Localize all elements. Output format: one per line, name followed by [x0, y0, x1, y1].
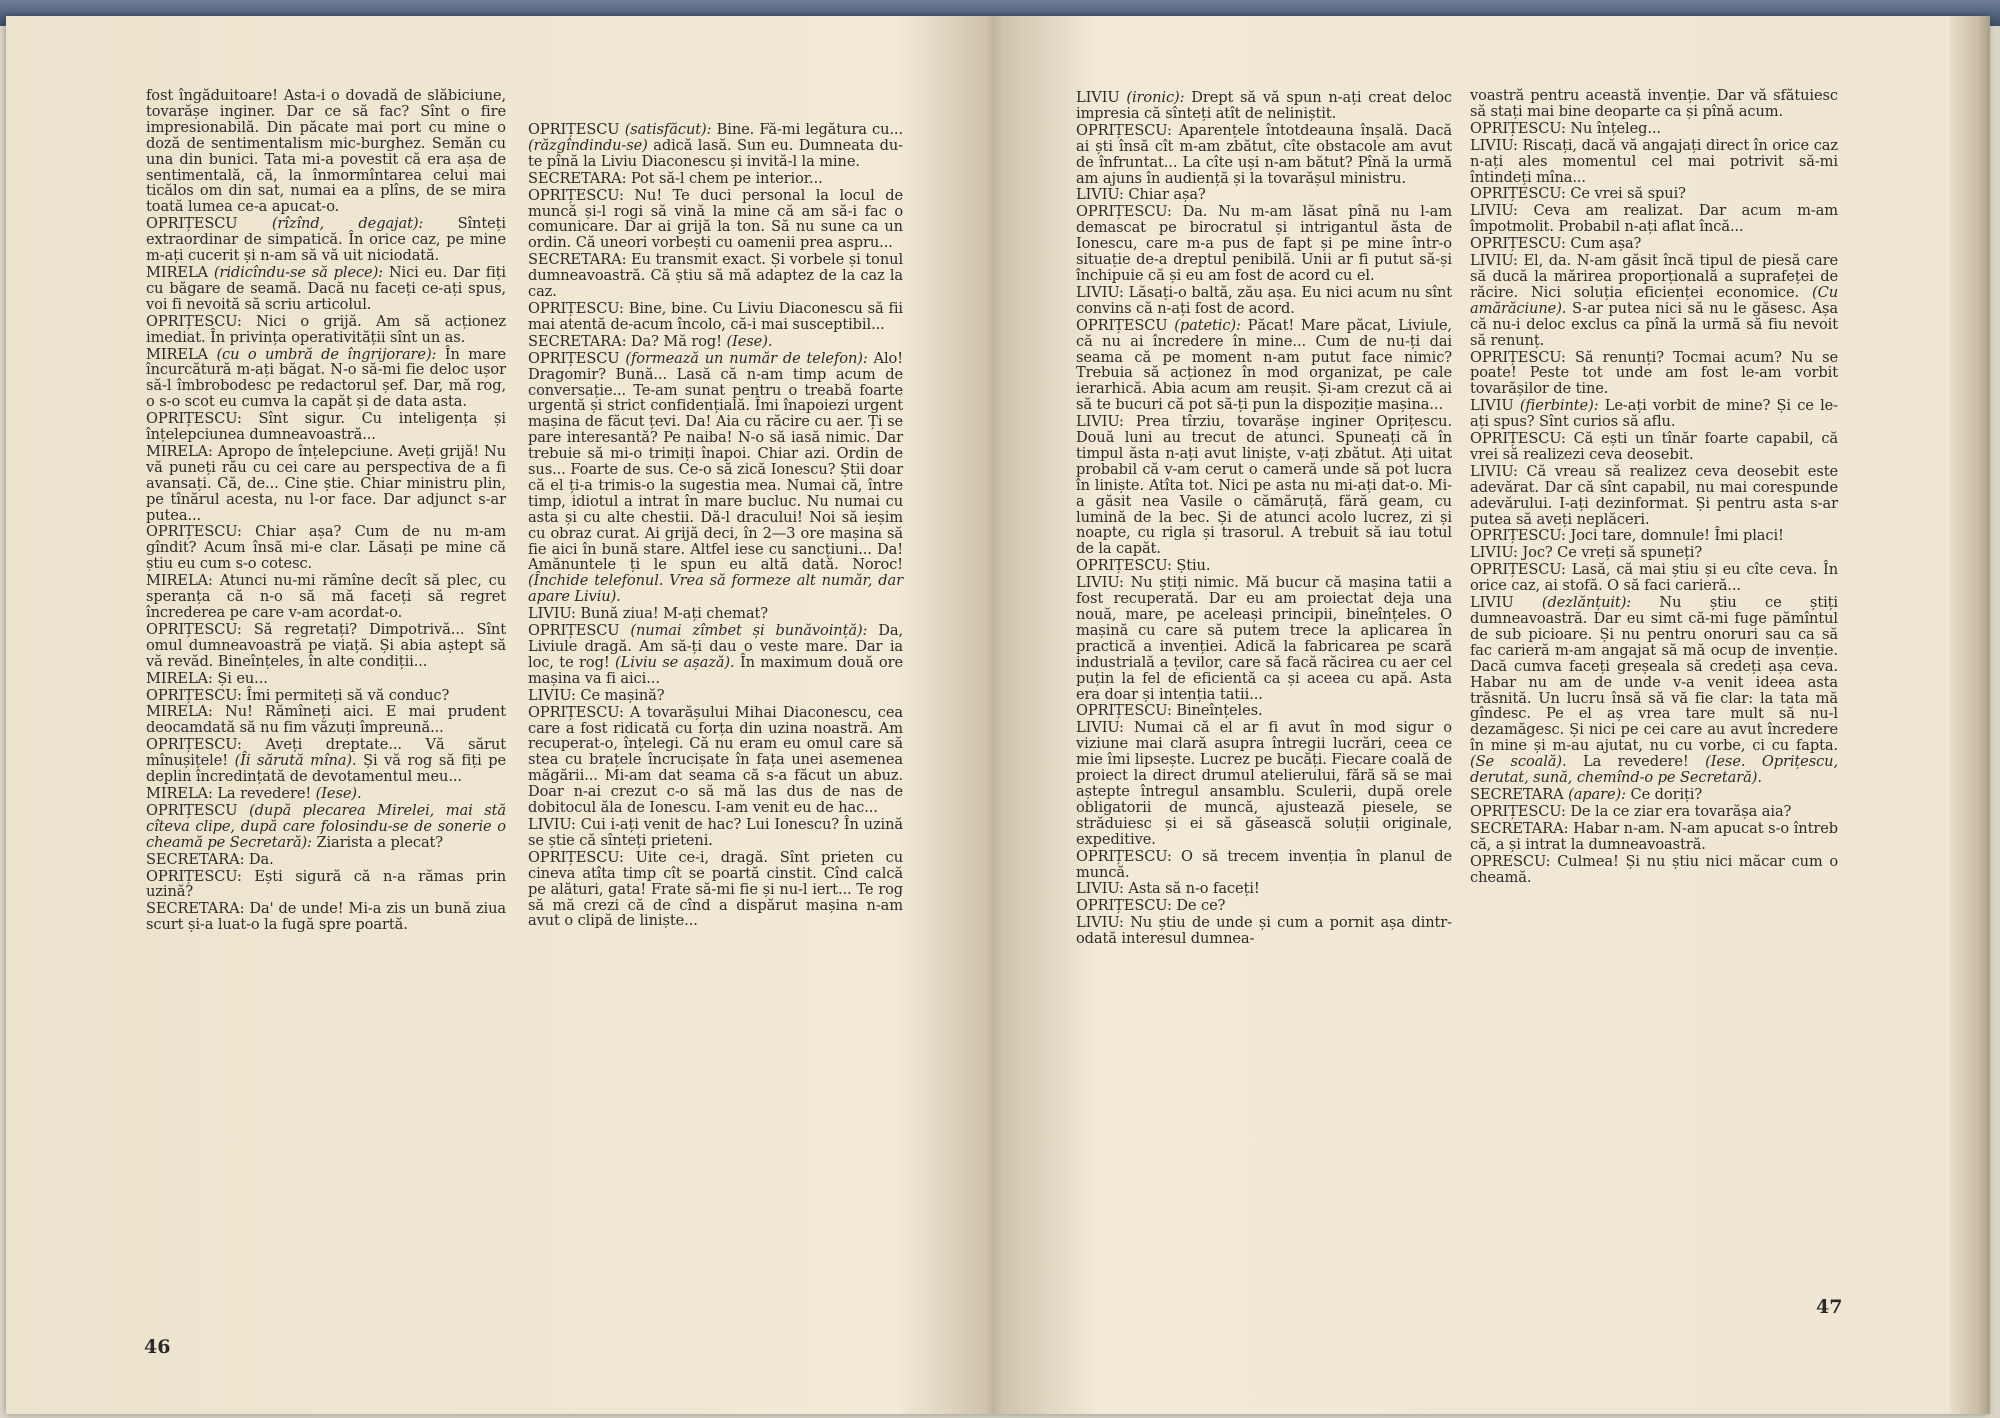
stage-direction: (Liviu se așază).	[615, 653, 735, 671]
stage-direction: (Se scoală).	[1470, 753, 1567, 771]
dialogue-text: Păcat! Mare păcat, Liviule, că nu ai încredere în mine... Cum de nu-ți dai seama că pe moment n-am putut face nimic? Trebuia să acționez în mod organizat, pe cale ierarhică. Abia acum am reușit. Și-am crezut că ai să te bucuri că pot să-ți pun la dispoziție mașina...	[1076, 316, 1452, 414]
dialogue-text: Da? Mă rog!	[630, 332, 722, 350]
dialogue-line	[146, 88, 506, 215]
dialogue-text: Chiar așa? Cum de nu m-am gîndit? Acum însă mi-e clar. Lăsați pe mine că știu eu cum s-o cotesc.	[146, 523, 506, 573]
speaker-name: SECRETARA	[528, 251, 622, 269]
dialogue-text: Cum așa?	[1570, 235, 1642, 253]
dialogue-line: MIRELA: La revedere! (Iese).	[146, 784, 362, 802]
dialogue-line: LIVIU: Joc? Ce vreți să spuneți?	[1470, 544, 1703, 562]
dialogue-line: OPRIȚESCU: Uite ce-i, dragă. Sînt prieten cu cineva atîta timp cît se poartă cinstit. Cînd calcă pe alături, gata! Frate să-mi fie și nu-l iert... Te rog să mă crezi că de cînd a dispărut mașina n-am avut o clipă de liniște...	[528, 848, 904, 930]
dialogue-text: La revedere!	[217, 784, 312, 802]
dialogue-line: LIVIU: Lăsați-o baltă, zău așa. Eu nici acum nu sînt convins că n-ați fost de acord.	[1076, 283, 1453, 317]
dialogue-text: Ziarista a plecat?	[316, 833, 444, 851]
page-number-right: 47	[1816, 1296, 1843, 1318]
stage-direction: (apare):	[1568, 785, 1626, 803]
stage-direction: (dezlănțuit):	[1541, 594, 1632, 612]
page-edge-right	[1950, 16, 1990, 1414]
speaker-name: SECRETARA	[146, 900, 240, 918]
speaker-name: OPRIȚESCU	[1470, 527, 1561, 545]
speaker-name: OPRIȚESCU	[528, 186, 619, 204]
speaker-name: MIRELA	[146, 345, 208, 363]
speaker-name: LIVIU	[1470, 462, 1514, 480]
speaker-name: MIRELA	[146, 703, 208, 721]
dialogue-line: OPRIȚESCU: Ești sigură că n-a rămas prin uzină?	[146, 867, 507, 901]
speaker-name: OPRIȚESCU	[1076, 897, 1167, 915]
dialogue-text: Sînt sigur. Cu inteligența și înțelepciunea dumneavoastră...	[146, 410, 507, 444]
stage-direction: (numai zîmbet și bunăvoință):	[630, 622, 868, 640]
dialogue-text: Bine. Fă-mi legătura cu...	[716, 121, 903, 138]
dialogue-text: Numai că el ar fi avut în mod sigur o viziune mai clară asupra întregii lucrări, ceea ce mie îmi lipsește. Lucrez pe bucăți. Fiecare coală de proiect la direct drumul atelierului, fără să se mai aștepte întregul ansamblu. Sculerii, după orele obligatorii de muncă, ajustează piesele, se străduiesc și ei să găsească soluții originale, expeditive.	[1076, 719, 1452, 848]
page-number-left: 46	[144, 1336, 171, 1358]
dialogue-text: Lăsați-o baltă, zău așa. Eu nici acum nu sînt convins că n-ați fost de acord.	[1076, 283, 1453, 317]
speaker-name: OPRIȚESCU	[1076, 316, 1168, 334]
dialogue-line: LIVIU: Că vreau să realizez ceva deosebit este adevărat. Dar că sînt capabil, nu mai corespunde adevărului. I-ați dezinformat. Și pentru asta s-ar putea să aveți neplăceri.	[1470, 462, 1838, 528]
speaker-name: OPRIȚESCU	[528, 121, 620, 138]
speaker-name: OPRIȚESCU	[1470, 802, 1561, 820]
speaker-name: LIVIU	[528, 686, 572, 704]
dialogue-line	[528, 351, 903, 606]
dialogue-text: Da. Nu m-am lăsat pînă nu l-am demascat pe birocratul și intrigantul ăsta de Ionescu, care m-a pus de fapt și pe mine într-o situație de-a dreptul penibilă. Unii ar fi putut să-și închipuie că și eu am fost de acord cu el.	[1076, 203, 1452, 284]
speaker-name: OPRIȚESCU	[1470, 348, 1561, 366]
left-page-column-2	[528, 122, 903, 930]
dialogue-line: OPRIȚESCU: Joci tare, domnule! Îmi placi!	[1470, 527, 1784, 545]
dialogue-line: SECRETARA: Da.	[146, 850, 274, 868]
dialogue-text: Să regretați? Dimpotrivă... Sînt omul dumneavoastră pe viață. Și abia aștept să vă revăd. Bineînțeles, în alte condiții...	[146, 620, 506, 670]
dialogue-line: LIVIU: Ceva am realizat. Dar acum m-am împotmolit. Probabil n-ați aflat încă...	[1470, 202, 1838, 236]
dialogue-text: Habar n-am. N-am apucat s-o întreb că, a și intrat la dumneavoastră.	[1470, 819, 1839, 853]
dialogue-line: LIVIU: Prea tîrziu, tovarășe inginer Oprițescu. Două luni au trecut de atunci. Spuneați că în timpul ăsta n-ați avut liniște, v-ați zbătut. Ați uitat probabil că v-am cerut o cameră unde să pot lucra în liniște. Atîta tot. Nici pe asta nu mi-ați dat-o. Mi-a găsit nea Vasile o cămăruță, fără geam, cu lumină de la bec. Și de atunci acolo lucrez, zi și noapte, cu rigla și trasorul. A trebuit să iau totul de la capăt.	[1076, 413, 1452, 558]
dialogue-line: OPRIȚESCU: Îmi permiteți să vă conduc?	[146, 686, 450, 704]
speaker-name: OPRIȚESCU	[528, 349, 620, 367]
dialogue-text: fost îngăduitoare! Asta-i o dovadă de slăbiciune, tovarășe inginer. Dar ce să fac? Sînt o fire impresionabilă. Din păcate mai port cu mine o doză de sentimentalism mic-burghez. Semăn cu una din bunici. Tata mi-a povestit că era așa de sentimentală, că, la înmormîntarea celui mai ticălos om din sat, numai ea a plîns, de se mira toată lumea ce-a apucat-o.	[146, 87, 506, 216]
dialogue-line	[528, 122, 903, 170]
speaker-name: OPRESCU	[1470, 852, 1546, 870]
dialogue-line: MIRELA: Apropo de înțelepciune. Aveți grijă! Nu vă puneți rău cu cei care au perspectiva de a fi avansați. Că, de... Cine știe. Chiar ministru plin, pe tînărul acesta, nu l-or face. Dar adjunct s-ar putea...	[146, 442, 506, 524]
dialogue-text: Nici o grijă. Am să acționez imediat. În privința operativității sînt un as.	[146, 312, 506, 346]
dialogue-text: Că ești un tînăr foarte capabil, că vrei să realizezi ceva deosebit.	[1470, 430, 1838, 463]
dialogue-text: Asta să n-o faceți!	[1128, 880, 1260, 898]
dialogue-text: Știu.	[1176, 557, 1211, 575]
speaker-name: OPRIȚESCU	[146, 523, 237, 541]
dialogue-text: Îmi permiteți să vă conduc?	[246, 686, 450, 704]
dialogue-text: Nu! Te duci personal la locul de muncă și-l rogi să vină la mine că am să-i fac o comunicare. Dar ai grijă la ton. Să nu sune ca un ordin. Că uneori vorbești cu oamenii prea aspru...	[528, 186, 904, 252]
dialogue-text: Alo! Dragomir? Bună... Lasă că n-am timp acum de conversație... Te-am sunat pentru o treabă foarte urgentă și strict confidențială. Îmi înapoiezi urgent mașina de făcut țevi. Da! Aia cu răcire cu aer. Ți se pare interesantă? Pe naiba! N-o să iasă nimic. Dar trebuie să mi-o trimiți înapoi. Chiar azi. Ordin de sus... Foarte de sus. Ce-o să zică Ionescu? Știi doar că el ți-a trimis-o la sugestia mea. Numai că, între timp, idiotul a intrat în mare bucluc. Nu numai cu asta și cu alte chestii. Dă-l dracului! Noi să ieșim cu obraz curat. Ai grijă deci, în 2—3 ore mașina să fie aici în bună stare. Altfel iese cu sancțiuni... Da! Amănuntele ți le spun eu altă dată. Noroc!	[528, 349, 903, 574]
dialogue-line	[1470, 787, 1838, 803]
dialogue-text: Nu! Rămîneți aici. E mai prudent deocamdată să nu fim văzuți împreună...	[146, 703, 506, 737]
right-page-column-2	[1470, 88, 1838, 886]
speaker-name: SECRETARA	[1470, 785, 1564, 803]
dialogue-text: Bună ziua! M-ați chemat?	[580, 605, 769, 623]
speaker-name: OPRIȚESCU	[1076, 121, 1167, 139]
dialogue-line: OPRIȚESCU: A tovarășului Mihai Diaconescu, cea care a fost ridicată cu forța din uzina noastră. Am recuperat-o, înțelegi. Că nu eram eu omul care să stea cu brațele încrucișate în fața unei asemenea măgării... Mi-am dat seama că s-a făcut un abuz. Doar n-ai crezut c-o să mă las dus de nas de dobitocul ăla de Ionescu. I-am venit eu de hac...	[528, 703, 903, 817]
dialogue-line: OPRIȚESCU: Bineînțeles.	[1076, 702, 1263, 720]
dialogue-text: Prea tîrziu, tovarășe inginer Oprițescu. Două luni au trecut de atunci. Spuneați că în timpul ăsta n-ați avut liniște, v-ați zbătut. Ați uitat probabil că v-am cerut o cameră unde să pot lucra în liniște. Atîta tot. Nici pe asta nu mi-ați dat-o. Mi-a găsit nea Vasile o cămăruță, fără geam, cu lumină de la bec. Și de atunci acolo lucrez, zi și noapte, cu rigla și trasorul. A trebuit să iau totul de la capăt.	[1076, 413, 1452, 558]
stage-direction: (Închide telefonul. Vrea să formeze alt număr, dar apare Liviu).	[528, 572, 903, 606]
dialogue-line: OPRIȚESCU: Da. Nu m-am lăsat pînă nu l-am demascat pe birocratul și intrigantul ăsta de Ionescu, care m-a pus de fapt și pe mine într-o situație de-a dreptul penibilă. Unii ar fi putut să-și închipuie că și eu am fost de acord cu el.	[1076, 203, 1452, 284]
dialogue-line: MIRELA: Atunci nu-mi rămîne decît să plec, cu speranța că n-o să mă faceți să regret încrederea pe care v-am acordat-o.	[146, 572, 507, 621]
dialogue-text: Apropo de înțelepciune. Aveți grijă! Nu vă puneți rău cu cei care au perspectiva de a fi avansați. Că, de... Cine știe. Chiar ministru plin, pe tînărul acesta, nu l-or face. Dar adjunct s-ar putea...	[146, 442, 506, 524]
dialogue-line: OPRIȚESCU: Să regretați? Dimpotrivă... Sînt omul dumneavoastră pe viață. Și abia aștept să vă revăd. Bineînțeles, în alte condiții...	[146, 620, 506, 670]
speaker-name: LIVIU	[1470, 202, 1514, 220]
dialogue-text: Riscați, dacă vă angajați direct în orice caz n-ați ales momentul cel mai potrivit să-mi întindeți mîna...	[1470, 136, 1838, 186]
dialogue-line: OPRIȚESCU: Aveți dreptate... Vă sărut mînușițele! (Îi sărută mîna). Și vă rog să fiți pe deplin încredințată de devotamentul meu...	[146, 736, 506, 786]
dialogue-text: Eu transmit exact. Și vorbele și tonul dumneavoastră. Că știu să mă adaptez de la caz la caz.	[528, 251, 904, 301]
dialogue-text: Pot să-l chem pe interior...	[630, 169, 823, 187]
dialogue-text: Le-ați vorbit de mine? Și ce le-ați spus? Sînt curios să aflu.	[1470, 397, 1839, 431]
speaker-name: OPRIȚESCU	[146, 620, 237, 638]
speaker-name: MIRELA	[146, 263, 208, 281]
dialogue-text: În mare încurcătură m-ați băgat. N-o să-mi fie deloc ușor să-l îmbrobodesc pe redactorul șef. Dar, mă rog, o s-o scot eu cumva la capăt și de data asta.	[146, 345, 506, 411]
dialogue-line: SECRETARA: Eu transmit exact. Și vorbele și tonul dumneavoastră. Că știu să mă adaptez de la caz la caz.	[528, 251, 904, 301]
speaker-name: OPRIȚESCU	[528, 299, 619, 317]
speaker-name: LIVIU	[1470, 136, 1514, 154]
speaker-name: MIRELA	[146, 669, 208, 687]
speaker-name: LIVIU	[1076, 89, 1120, 106]
dialogue-text: Ceva am realizat. Dar acum m-am împotmolit. Probabil n-ați aflat încă...	[1470, 202, 1838, 236]
speaker-name: OPRIȚESCU	[1470, 235, 1561, 253]
dialogue-text: Nici eu. Dar fiți cu băgare de seamă. Dacă nu faceți ce-ați spus, voi fi nevoită să scriu articolul.	[146, 263, 506, 313]
dialogue-line	[146, 265, 506, 313]
dialogue-line: LIVIU: Riscați, dacă vă angajați direct în orice caz n-ați ales momentul cel mai potrivit să-mi întindeți mîna...	[1470, 136, 1838, 186]
dialogue-text: adică lasă. Sun eu. Dumneata du-te pînă la Liviu Diaconescu și invită-l la mine.	[528, 136, 903, 170]
dialogue-text: Joci tare, domnule! Îmi placi!	[1570, 527, 1784, 545]
dialogue-text: Da.	[248, 850, 274, 868]
speaker-name: OPRIȚESCU	[146, 312, 237, 330]
dialogue-line	[1470, 398, 1838, 430]
stage-direction: (Iese).	[315, 784, 362, 802]
dialogue-text: Nu știți nimic. Mă bucur că mașina tatii a fost recuperată. Dar eu am proiectat deja una nouă, mare, pe aceleași principii, bineînțeles. O mașină cu care să putem trece la aplicarea în practică a invenției. Adică la fabricarea pe scară industrială a țevilor, care să facă răcirea cu aer cel puțin la fel de eficientă ca și aceea cu apă. Asta era doar și intenția tatii...	[1076, 574, 1452, 703]
stage-direction: (după plecarea Mirelei, mai stă cîteva clipe, după care folosindu-se de sonerie o cheamă pe Secretară):	[146, 801, 506, 851]
stage-direction: (Iese. Oprițescu, derutat, sună, chemînd-o pe Secretară).	[1470, 753, 1839, 787]
dialogue-text: Drept să vă spun n-ați creat deloc impresia că sînteți atît de neliniștit.	[1076, 89, 1452, 122]
dialogue-text: Culmea! Și nu știu nici măcar cum o cheamă.	[1470, 852, 1839, 886]
dialogue-line: MIRELA: Nu! Rămîneți aici. E mai prudent deocamdată să nu fim văzuți împreună...	[146, 703, 506, 737]
speaker-name: OPRIȚESCU	[1076, 203, 1167, 221]
dialogue-text: Nu înțeleg...	[1570, 119, 1661, 137]
dialogue-text: Aveți dreptate... Vă sărut mînușițele!	[146, 736, 506, 770]
stage-direction: (răzgîndindu-se)	[528, 136, 648, 154]
dialogue-text: El, da. N-am găsit încă tipul de piesă care să ducă la mărirea proporțională a suprafeței de răcire. Nici soluția eficienței economice.	[1470, 252, 1838, 301]
dialogue-text: Și vă rog să fiți pe deplin încredințată de devotamentul meu...	[146, 752, 506, 786]
speaker-name: SECRETARA	[146, 850, 240, 868]
speaker-name: OPRIȚESCU	[146, 410, 237, 428]
dialogue-line: LIVIU: Nu știți nimic. Mă bucur că mașina tatii a fost recuperată. Dar eu am proiectat deja una nouă, mare, pe aceleași principii, bineînțeles. O mașină cu care să putem trece la aplicarea în practică a invenției. Adică la fabricarea pe scară industrială a țevilor, care să facă răcirea cu aer cel puțin la fel de eficientă ca și aceea cu apă. Asta era doar și intenția tatii...	[1076, 574, 1452, 703]
dialogue-text: Bine, bine. Cu Liviu Diaconescu să fii mai atentă de-acum încolo, că-i mai susceptibil...	[528, 299, 903, 333]
dialogue-text: Ce doriți?	[1630, 785, 1703, 803]
dialogue-line: OPRIȚESCU: Cum așa?	[1470, 235, 1642, 253]
dialogue-text: Sînteți extraordinar de simpatică. În orice caz, pe mine m-ați cucerit și n-am să vă uit niciodată.	[146, 215, 506, 265]
dialogue-text: Da' de unde! Mi-a zis un bună ziua scurt și-a luat-o la fugă spre poartă.	[146, 900, 507, 934]
dialogue-line: OPRIȚESCU: Chiar așa? Cum de nu m-am gîndit? Acum însă mi-e clar. Lăsați pe mine că știu eu cum s-o cotesc.	[146, 523, 506, 573]
speaker-name: LIVIU	[528, 815, 572, 833]
dialogue-text: De la ce ziar era tovarășa aia?	[1570, 802, 1792, 820]
dialogue-text: La revedere!	[1582, 753, 1689, 771]
dialogue-line: LIVIU: Bună ziua! M-ați chemat?	[528, 605, 769, 623]
dialogue-line	[1470, 595, 1838, 786]
speaker-name: LIVIU	[1076, 574, 1120, 592]
dialogue-line: LIVIU: Numai că el ar fi avut în mod sigur o viziune mai clară asupra întregii lucrări, ceea ce mie îmi lipsește. Lucrez pe bucăți. Fiecare coală de proiect la direct drumul atelierului, fără să se mai aștepte întregul ansamblu. Sculerii, după orele obligatorii de muncă, ajustează piesele, se străduiesc și ei să găsească soluții originale, expeditive.	[1076, 719, 1452, 848]
dialogue-text: voastră pentru această invenție. Dar vă sfătuiesc să stați mai bine deoparte ca și pînă acum.	[1470, 87, 1838, 120]
speaker-name: LIVIU	[1076, 914, 1120, 932]
speaker-name: OPRIȚESCU	[1470, 561, 1561, 579]
dialogue-line: LIVIU: Ce mașină?	[528, 686, 665, 704]
dialogue-text: În maximum două ore mașina va fi aici...	[528, 653, 903, 687]
left-page-column-1	[146, 88, 506, 934]
dialogue-text: Nu știu de unde și cum a pornit așa dintr-odată interesul dumnea-	[1076, 914, 1452, 948]
dialogue-line	[1470, 88, 1838, 120]
dialogue-line: OPRIȚESCU: Nici o grijă. Am să acționez imediat. În privința operativității sînt un as.	[146, 312, 506, 346]
speaker-name: SECRETARA	[528, 332, 622, 350]
speaker-name: LIVIU	[528, 605, 572, 623]
dialogue-line: SECRETARA: Da? Mă rog! (Iese).	[528, 332, 773, 350]
stage-direction: (cu o umbră de îngrijorare):	[216, 345, 437, 363]
dialogue-line	[528, 623, 903, 687]
speaker-name: LIVIU	[1076, 719, 1120, 737]
speaker-name: LIVIU	[1076, 413, 1120, 431]
dialogue-text: Ce mașină?	[580, 686, 665, 704]
dialogue-line: LIVIU: Nu știu de unde și cum a pornit așa dintr-odată interesul dumnea-	[1076, 914, 1452, 948]
speaker-name: LIVIU	[1076, 283, 1120, 301]
dialogue-line	[1076, 318, 1452, 413]
speaker-name: OPRIȚESCU	[1076, 702, 1167, 720]
dialogue-line: LIVIU: Cui i-ați venit de hac? Lui Ionescu? În uzină se știe că sînteți prieteni.	[528, 815, 904, 849]
dialogue-line: OPRIȚESCU: Știu.	[1076, 557, 1211, 575]
dialogue-line: SECRETARA: Da' de unde! Mi-a zis un bună ziua scurt și-a luat-o la fugă spre poartă.	[146, 900, 507, 934]
stage-direction: (ridicîndu-se să plece):	[213, 263, 384, 281]
dialogue-text: Să renunți? Tocmai acum? Nu se poate! Peste tot unde am fost le-am vorbit tovarășilor de tine.	[1470, 348, 1839, 398]
dialogue-line	[146, 216, 506, 264]
speaker-name: OPRIȚESCU	[146, 736, 237, 754]
speaker-name: MIRELA	[146, 784, 208, 802]
dialogue-text: Bineînțeles.	[1176, 702, 1263, 720]
dialogue-text: Uite ce-i, dragă. Sînt prieten cu cineva atîta timp cît se poartă cinstit. Cînd calcă pe alături, gata! Frate să-mi fie și nu-l iert... Te rog să mă crezi că de cînd a dispărut mașina n-am avut o clipă de liniște...	[528, 848, 904, 930]
dialogue-line: OPRIȚESCU: Să renunți? Tocmai acum? Nu se poate! Peste tot unde am fost le-am vorbit tovarășilor de tine.	[1470, 348, 1839, 398]
speaker-name: OPRIȚESCU	[1076, 557, 1167, 575]
dialogue-line: OPRIȚESCU: Aparențele întotdeauna înșală. Dacă ai ști însă cît m-am zbătut, cîte obstacole am avut de înfruntat... La cîte uși n-am bătut? Pînă la urmă am ajuns în audiență și la tovarășul ministru.	[1076, 121, 1452, 187]
dialogue-line: OPRIȚESCU: Că ești un tînăr foarte capabil, că vrei să realizezi ceva deosebit.	[1470, 430, 1838, 463]
speaker-name: OPRIȚESCU	[146, 215, 238, 233]
dialogue-line: OPRESCU: Culmea! Și nu știu nici măcar cum o cheamă.	[1470, 852, 1839, 886]
speaker-name: OPRIȚESCU	[146, 867, 237, 885]
stage-direction: (fierbinte):	[1519, 397, 1599, 415]
dialogue-text: Cui i-ați venit de hac? Lui Ionescu? În uzină se știe că sînteți prieteni.	[528, 815, 904, 849]
dialogue-text: O să trecem invenția în planul de muncă.	[1076, 847, 1452, 881]
dialogue-line: OPRIȚESCU: Sînt sigur. Cu inteligența și înțelepciunea dumneavoastră...	[146, 410, 507, 444]
speaker-name: OPRIȚESCU	[528, 848, 619, 866]
speaker-name: LIVIU	[1076, 186, 1120, 204]
dialogue-text: Ești sigură că n-a rămas prin uzină?	[146, 867, 507, 901]
dialogue-text: Și eu...	[217, 669, 268, 687]
stage-direction: (ironic):	[1126, 89, 1185, 106]
speaker-name: SECRETARA	[1470, 819, 1564, 837]
dialogue-line: OPRIȚESCU: De ce?	[1076, 897, 1226, 915]
dialogue-line	[146, 347, 506, 411]
dialogue-text: Nu știu ce știți dumneavoastră. Dar eu simt că-mi fuge pămîntul de sub picioare. Și nu pentru onoruri sau ca să fac carieră m-am angajat să mă ocup de invenție. Dacă cumva faceți greșeala să credeți așa ceva. Habar nu am de unde v-a venit ideea asta trăsnită. Un lucru însă să vă fie clar: la tata mă gîndesc. Pe el aș vrea tare mult să nu-l dezamăgesc. Și nici pe cei care au avut încredere în mine și m-au ajutat, nu cu vorbe, ci cu fapta.	[1470, 594, 1838, 755]
dialogue-text: Joc? Ce vreți să spuneți?	[1522, 544, 1703, 562]
dialogue-line: LIVIU: Asta să n-o faceți!	[1076, 880, 1260, 898]
stage-direction: (Îi sărută mîna).	[234, 752, 357, 770]
dialogue-text: Că vreau să realizez ceva deosebit este adevărat. Dar că sînt capabil, nu mai corespunde adevărului. I-ați dezinformat. Și pentru asta s-ar putea să aveți neplăceri.	[1470, 462, 1838, 528]
dialogue-line: LIVIU: Chiar așa?	[1076, 186, 1206, 204]
stage-direction: (Iese).	[726, 332, 773, 350]
speaker-name: OPRIȚESCU	[146, 686, 237, 704]
speaker-name: SECRETARA	[528, 169, 622, 187]
dialogue-line: OPRIȚESCU: O să trecem invenția în planul de muncă.	[1076, 847, 1452, 881]
stage-direction: (rîzînd, degajat):	[271, 215, 424, 233]
speaker-name: OPRIȚESCU	[146, 801, 238, 819]
dialogue-line: OPRIȚESCU: Bine, bine. Cu Liviu Diaconescu să fii mai atentă de-acum încolo, că-i mai susceptibil...	[528, 299, 903, 333]
speaker-name: OPRIȚESCU	[528, 622, 620, 640]
right-page-column-1	[1076, 90, 1452, 948]
dialogue-line: OPRIȚESCU: Nu! Te duci personal la locul de muncă și-l rogi să vină la mine că am să-i fac o comunicare. Dar ai grijă la ton. Să nu sune ca un ordin. Că uneori vorbești cu oamenii prea aspru...	[528, 186, 904, 252]
stage-direction: (formează un număr de telefon):	[625, 349, 868, 367]
speaker-name: LIVIU	[1470, 594, 1514, 612]
speaker-name: OPRIȚESCU	[1470, 119, 1561, 137]
speaker-name: OPRIȚESCU	[1470, 185, 1561, 203]
speaker-name: MIRELA	[146, 442, 208, 460]
dialogue-line: SECRETARA: Habar n-am. N-am apucat s-o întreb că, a și intrat la dumneavoastră.	[1470, 819, 1839, 853]
dialogue-text: De ce?	[1176, 897, 1226, 915]
dialogue-line: SECRETARA: Pot să-l chem pe interior...	[528, 169, 823, 187]
dialogue-line	[146, 803, 506, 851]
dialogue-line: OPRIȚESCU: Ce vrei să spui?	[1470, 185, 1686, 203]
speaker-name: OPRIȚESCU	[1076, 847, 1167, 865]
dialogue-text: Ce vrei să spui?	[1570, 185, 1686, 203]
dialogue-line	[1076, 90, 1452, 122]
dialogue-text: A tovarășului Mihai Diaconescu, cea care a fost ridicată cu forța din uzina noastră. Am recuperat-o, înțelegi. Că nu eram eu omul care să stea cu brațele încrucișate în fața unei asemenea măgării... Mi-am dat seama că s-a făcut un abuz. Doar n-ai crezut c-o să mă las dus de nas de dobitocul ăla de Ionescu. I-am venit eu de hac...	[528, 703, 903, 817]
dialogue-text: S-ar putea nici să nu le găsesc. Așa că nu-i deloc exclus ca pînă la urmă să fiu nevoit să renunț.	[1470, 299, 1838, 349]
dialogue-text: Lasă, că mai știu și eu cîte ceva. În orice caz, ai stofă. O să faci carieră...	[1470, 561, 1838, 595]
dialogue-text: Aparențele întotdeauna înșală. Dacă ai ști însă cît m-am zbătut, cîte obstacole am avut de înfruntat... La cîte uși n-am bătut? Pînă la urmă am ajuns în audiență și la tovarășul ministru.	[1076, 121, 1452, 187]
dialogue-line: MIRELA: Și eu...	[146, 669, 268, 687]
dialogue-line: OPRIȚESCU: Lasă, că mai știu și eu cîte ceva. În orice caz, ai stofă. O să faci carieră...	[1470, 561, 1838, 595]
speaker-name: MIRELA	[146, 572, 208, 590]
dialogue-line: OPRIȚESCU: Nu înțeleg...	[1470, 119, 1661, 137]
dialogue-line: OPRIȚESCU: De la ce ziar era tovarășa aia?	[1470, 802, 1792, 820]
dialogue-text: Chiar așa?	[1128, 186, 1206, 204]
dialogue-line: LIVIU: El, da. N-am găsit încă tipul de piesă care să ducă la mărirea proporțională a suprafeței de răcire. Nici soluția eficienței economice. (Cu amărăciune). S-ar putea nici să nu le găsesc. Așa că nu-i deloc exclus ca pînă la urmă să fiu nevoit să renunț.	[1470, 252, 1838, 349]
speaker-name: LIVIU	[1076, 880, 1120, 898]
stage-direction: (Cu amărăciune).	[1470, 283, 1838, 317]
speaker-name: LIVIU	[1470, 252, 1514, 270]
stage-direction: (satisfăcut):	[624, 121, 712, 138]
dialogue-text: Atunci nu-mi rămîne decît să plec, cu speranța că n-o să mă faceți să regret încrederea pe care v-am acordat-o.	[146, 572, 507, 621]
speaker-name: LIVIU	[1470, 544, 1514, 562]
speaker-name: LIVIU	[1470, 397, 1514, 415]
dialogue-text: Da, Liviule dragă. Am să-ți dau o veste mare. Dar ia loc, te rog!	[528, 622, 903, 671]
speaker-name: OPRIȚESCU	[528, 703, 619, 721]
stage-direction: (patetic):	[1174, 316, 1241, 334]
speaker-name: OPRIȚESCU	[1470, 430, 1561, 448]
